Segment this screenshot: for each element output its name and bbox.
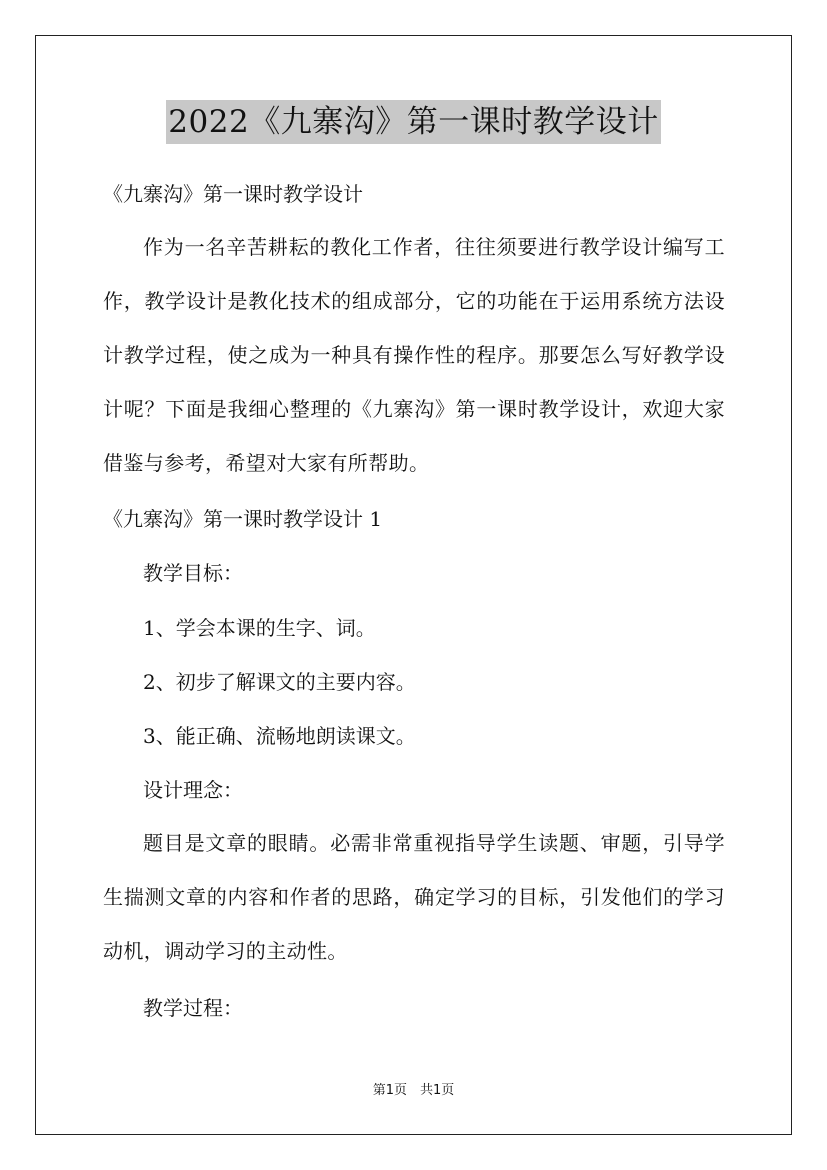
document-subtitle: 《九寨沟》第一课时教学设计	[103, 182, 363, 206]
goal-item: 2、初步了解课文的主要内容。	[143, 670, 416, 694]
concept-paragraph: 题目是文章的眼睛。必需非常重视指导学生读题、审题，引导学生揣测文章的内容和作者的思路，确定学习的目标，引发他们的学习动机，调动学习的主动性。	[103, 831, 725, 963]
page-footer: 第1页 共1页	[372, 1083, 455, 1098]
goal-item: 1、学会本课的生字、词。	[143, 616, 376, 640]
goals-label: 教学目标：	[143, 561, 243, 585]
title-container	[0, 100, 827, 144]
section-heading: 《九寨沟》第一课时教学设计 1	[103, 507, 383, 531]
document-title: 2022《九寨沟》第一课时教学设计	[166, 100, 660, 144]
concept-label: 设计理念：	[143, 778, 243, 802]
intro-paragraph: 作为一名辛苦耕耘的教化工作者，往往须要进行教学设计编写工作，教学设计是教化技术的组成部分，它的功能在于运用系统方法设计教学过程，使之成为一种具有操作性的程序。那要怎么写好教学设计呢？下面是我细心整理的《九寨沟》第一课时教学设计，欢迎大家借鉴与参考，希望对大家有所帮助。	[103, 235, 725, 475]
goal-item: 3、能正确、流畅地朗读课文。	[143, 724, 416, 748]
process-label: 教学过程：	[143, 996, 243, 1020]
